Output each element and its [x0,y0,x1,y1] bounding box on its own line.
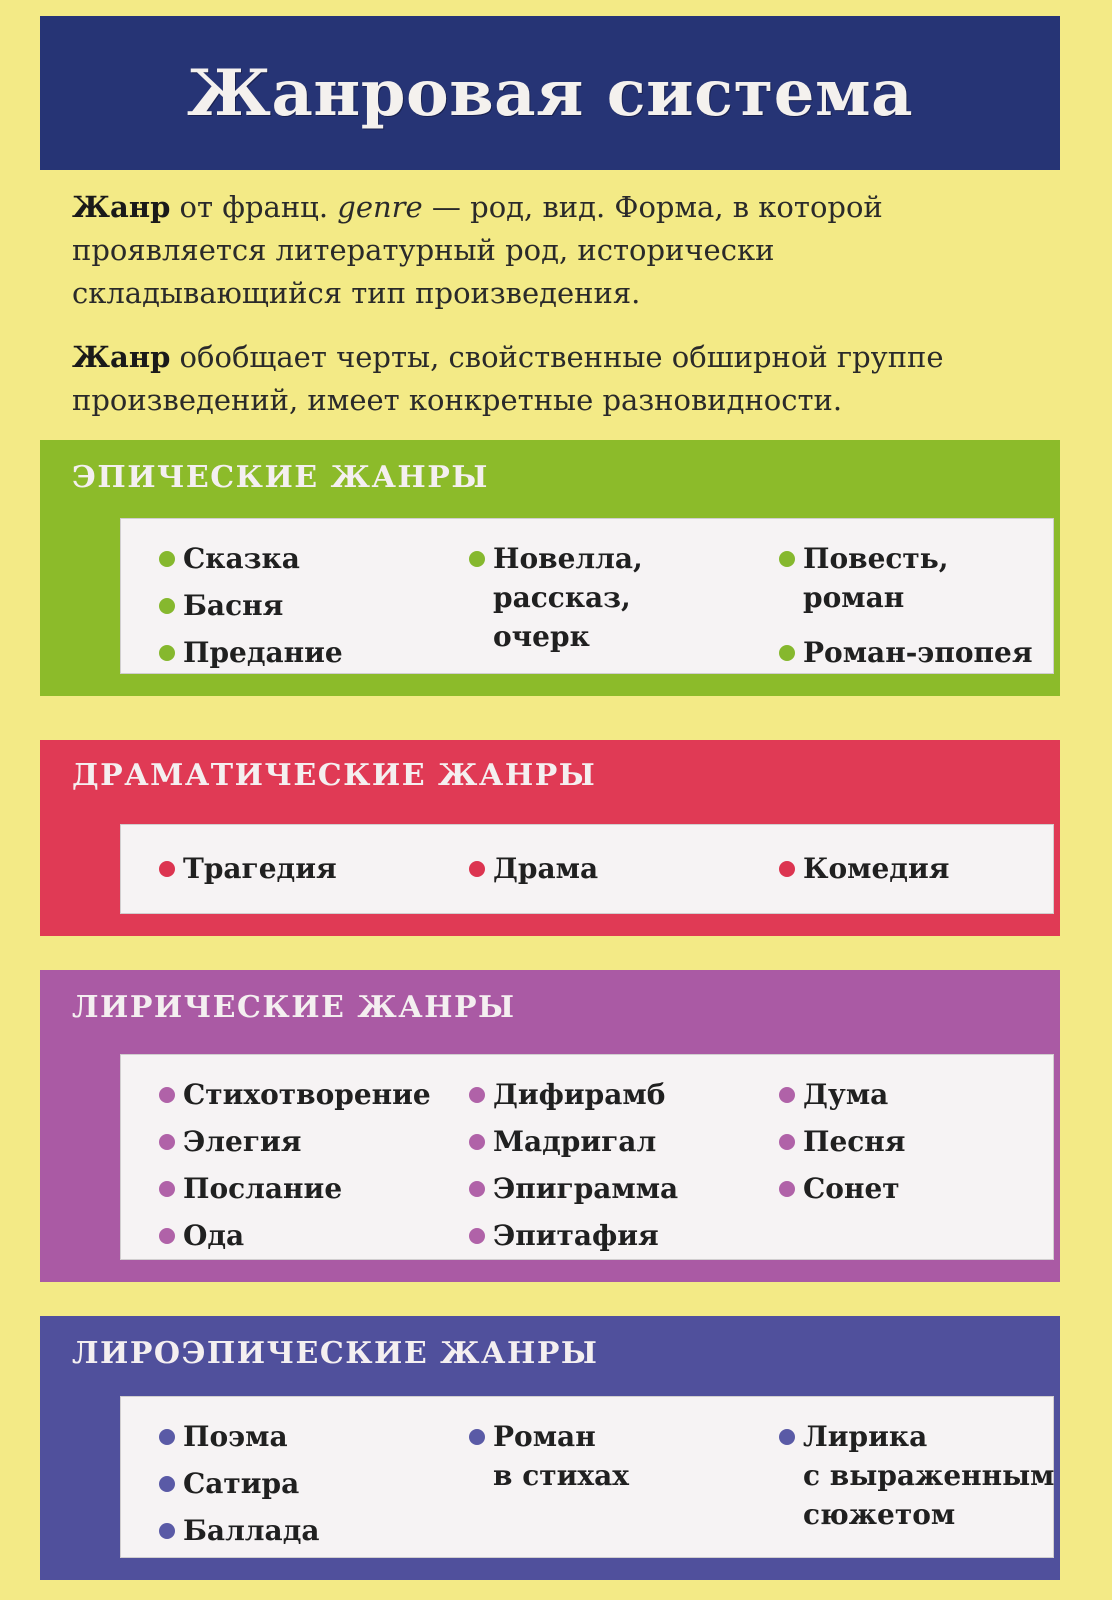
definition-text-a: от франц. [170,190,338,224]
generalization-paragraph [72,336,1052,422]
list-item [159,1169,431,1208]
lyroepic-genres-list [120,1396,1054,1558]
drama-genres-title: ДРАМАТИЧЕСКИЕ ЖАНРЫ [72,758,597,793]
list-item [159,1075,431,1114]
list-item [469,1216,678,1255]
genre-name: Роман [493,1420,596,1453]
genre-name: Эпиграмма [493,1172,679,1205]
genre-name: рассказ, [493,581,631,614]
list-item [779,1075,905,1114]
genre-name: Трагедия [183,852,337,885]
genre-name: роман [803,581,905,614]
list-item [469,539,643,578]
bullet-icon [779,861,795,877]
list-item [159,849,337,888]
bullet-icon [469,861,485,877]
epic-col-2 [469,539,643,656]
genre-name: Драма [493,852,599,885]
lyroepic-col-1 [159,1417,320,1550]
genre-name: Новелла, [493,542,643,575]
genre-name: Баллада [183,1514,320,1547]
list-item-cont [779,1456,1055,1495]
lyroepic-col-3 [779,1417,1055,1534]
genre-name: Ода [183,1219,245,1252]
list-item [779,1417,1055,1456]
list-item [159,1464,320,1503]
lyric-col-1 [159,1075,431,1255]
genre-name: сюжетом [803,1498,956,1531]
genre-name: Послание [183,1172,343,1205]
epic-genres-title: ЭПИЧЕСКИЕ ЖАНРЫ [72,460,489,495]
list-item [779,1122,905,1161]
bullet-icon [159,598,175,614]
bullet-icon [159,645,175,661]
bullet-icon [779,1134,795,1150]
genre-name: Дифирамб [493,1078,666,1111]
genre-name: очерк [493,620,590,653]
list-item-cont [779,1495,1055,1534]
bullet-icon [469,1228,485,1244]
lyric-genres-title: ЛИРИЧЕСКИЕ ЖАНРЫ [72,990,516,1025]
list-item [469,849,598,888]
generalization-text: обобщает черты, свойственные обширной группе произведений, имеет конкретные разновидности. [72,340,944,417]
list-item [779,849,949,888]
genre-name: Элегия [183,1125,302,1158]
epic-genres-list [120,518,1054,674]
genre-name: Сатира [183,1467,300,1500]
list-item [779,1169,905,1208]
drama-col-2 [469,849,598,888]
genre-name: Эпитафия [493,1219,659,1252]
page-title: Жанровая система [186,55,914,131]
genre-name: Лирика [803,1420,928,1453]
genre-name: Комедия [803,852,950,885]
drama-col-3 [779,849,949,888]
list-item-cont [779,578,1033,617]
bullet-icon [469,551,485,567]
term-genre: Жанр [72,190,171,224]
genre-name: Предание [183,636,343,669]
list-item [779,633,1033,672]
list-item [159,1122,431,1161]
drama-genres-list [120,824,1054,914]
genre-name: Дума [803,1078,889,1111]
definition-text-b: — род, вид. Форма, в которой проявляется литературный род, исторически складывающийся тип произведения. [72,190,883,310]
list-item [159,586,343,625]
genre-name: с выраженным [803,1459,1055,1492]
bullet-icon [469,1134,485,1150]
bullet-icon [159,1476,175,1492]
list-item [469,1417,629,1456]
list-item-cont [469,617,643,656]
genre-name: Роман-эпопея [803,636,1033,669]
lyric-genres-panel [40,970,1060,1282]
bullet-icon [159,1228,175,1244]
list-item [159,1417,320,1456]
bullet-icon [779,1429,795,1445]
epic-col-3 [779,539,1033,672]
bullet-icon [159,1523,175,1539]
list-item [469,1075,678,1114]
bullet-icon [779,551,795,567]
genre-name: Мадригал [493,1125,657,1158]
genre-name: Повесть, [803,542,949,575]
bullet-icon [469,1087,485,1103]
genre-name: Стихотворение [183,1078,431,1111]
epic-genres-panel [40,440,1060,696]
list-item [159,1511,320,1550]
list-item [159,633,343,672]
bullet-icon [779,1181,795,1197]
bullet-icon [159,1134,175,1150]
title-banner [40,16,1060,170]
bullet-icon [469,1181,485,1197]
bullet-icon [779,1087,795,1103]
drama-genres-panel [40,740,1060,936]
genre-name: Басня [183,589,284,622]
term-genre: Жанр [72,340,171,374]
term-genre-french: genre [337,190,423,224]
bullet-icon [469,1429,485,1445]
lyroepic-genres-panel [40,1316,1060,1580]
lyroepic-col-2 [469,1417,629,1495]
epic-col-1 [159,539,343,672]
list-item-cont [469,578,643,617]
bullet-icon [159,551,175,567]
bullet-icon [159,1087,175,1103]
list-item [779,539,1033,578]
bullet-icon [159,1181,175,1197]
bullet-icon [779,645,795,661]
bullet-icon [159,861,175,877]
genre-name: Поэма [183,1420,288,1453]
lyroepic-genres-title: ЛИРОЭПИЧЕСКИЕ ЖАНРЫ [72,1336,599,1371]
list-item [159,1216,431,1255]
genre-name: Сонет [803,1172,900,1205]
genre-name: в стихах [493,1459,629,1492]
list-item-cont [469,1456,629,1495]
lyric-col-3 [779,1075,905,1208]
drama-col-1 [159,849,337,888]
lyric-genres-list [120,1054,1054,1260]
bullet-icon [159,1429,175,1445]
genre-name: Сказка [183,542,300,575]
list-item [159,539,343,578]
definition-paragraph [72,186,1052,315]
genre-name: Песня [803,1125,906,1158]
lyric-col-2 [469,1075,678,1255]
list-item [469,1122,678,1161]
list-item [469,1169,678,1208]
